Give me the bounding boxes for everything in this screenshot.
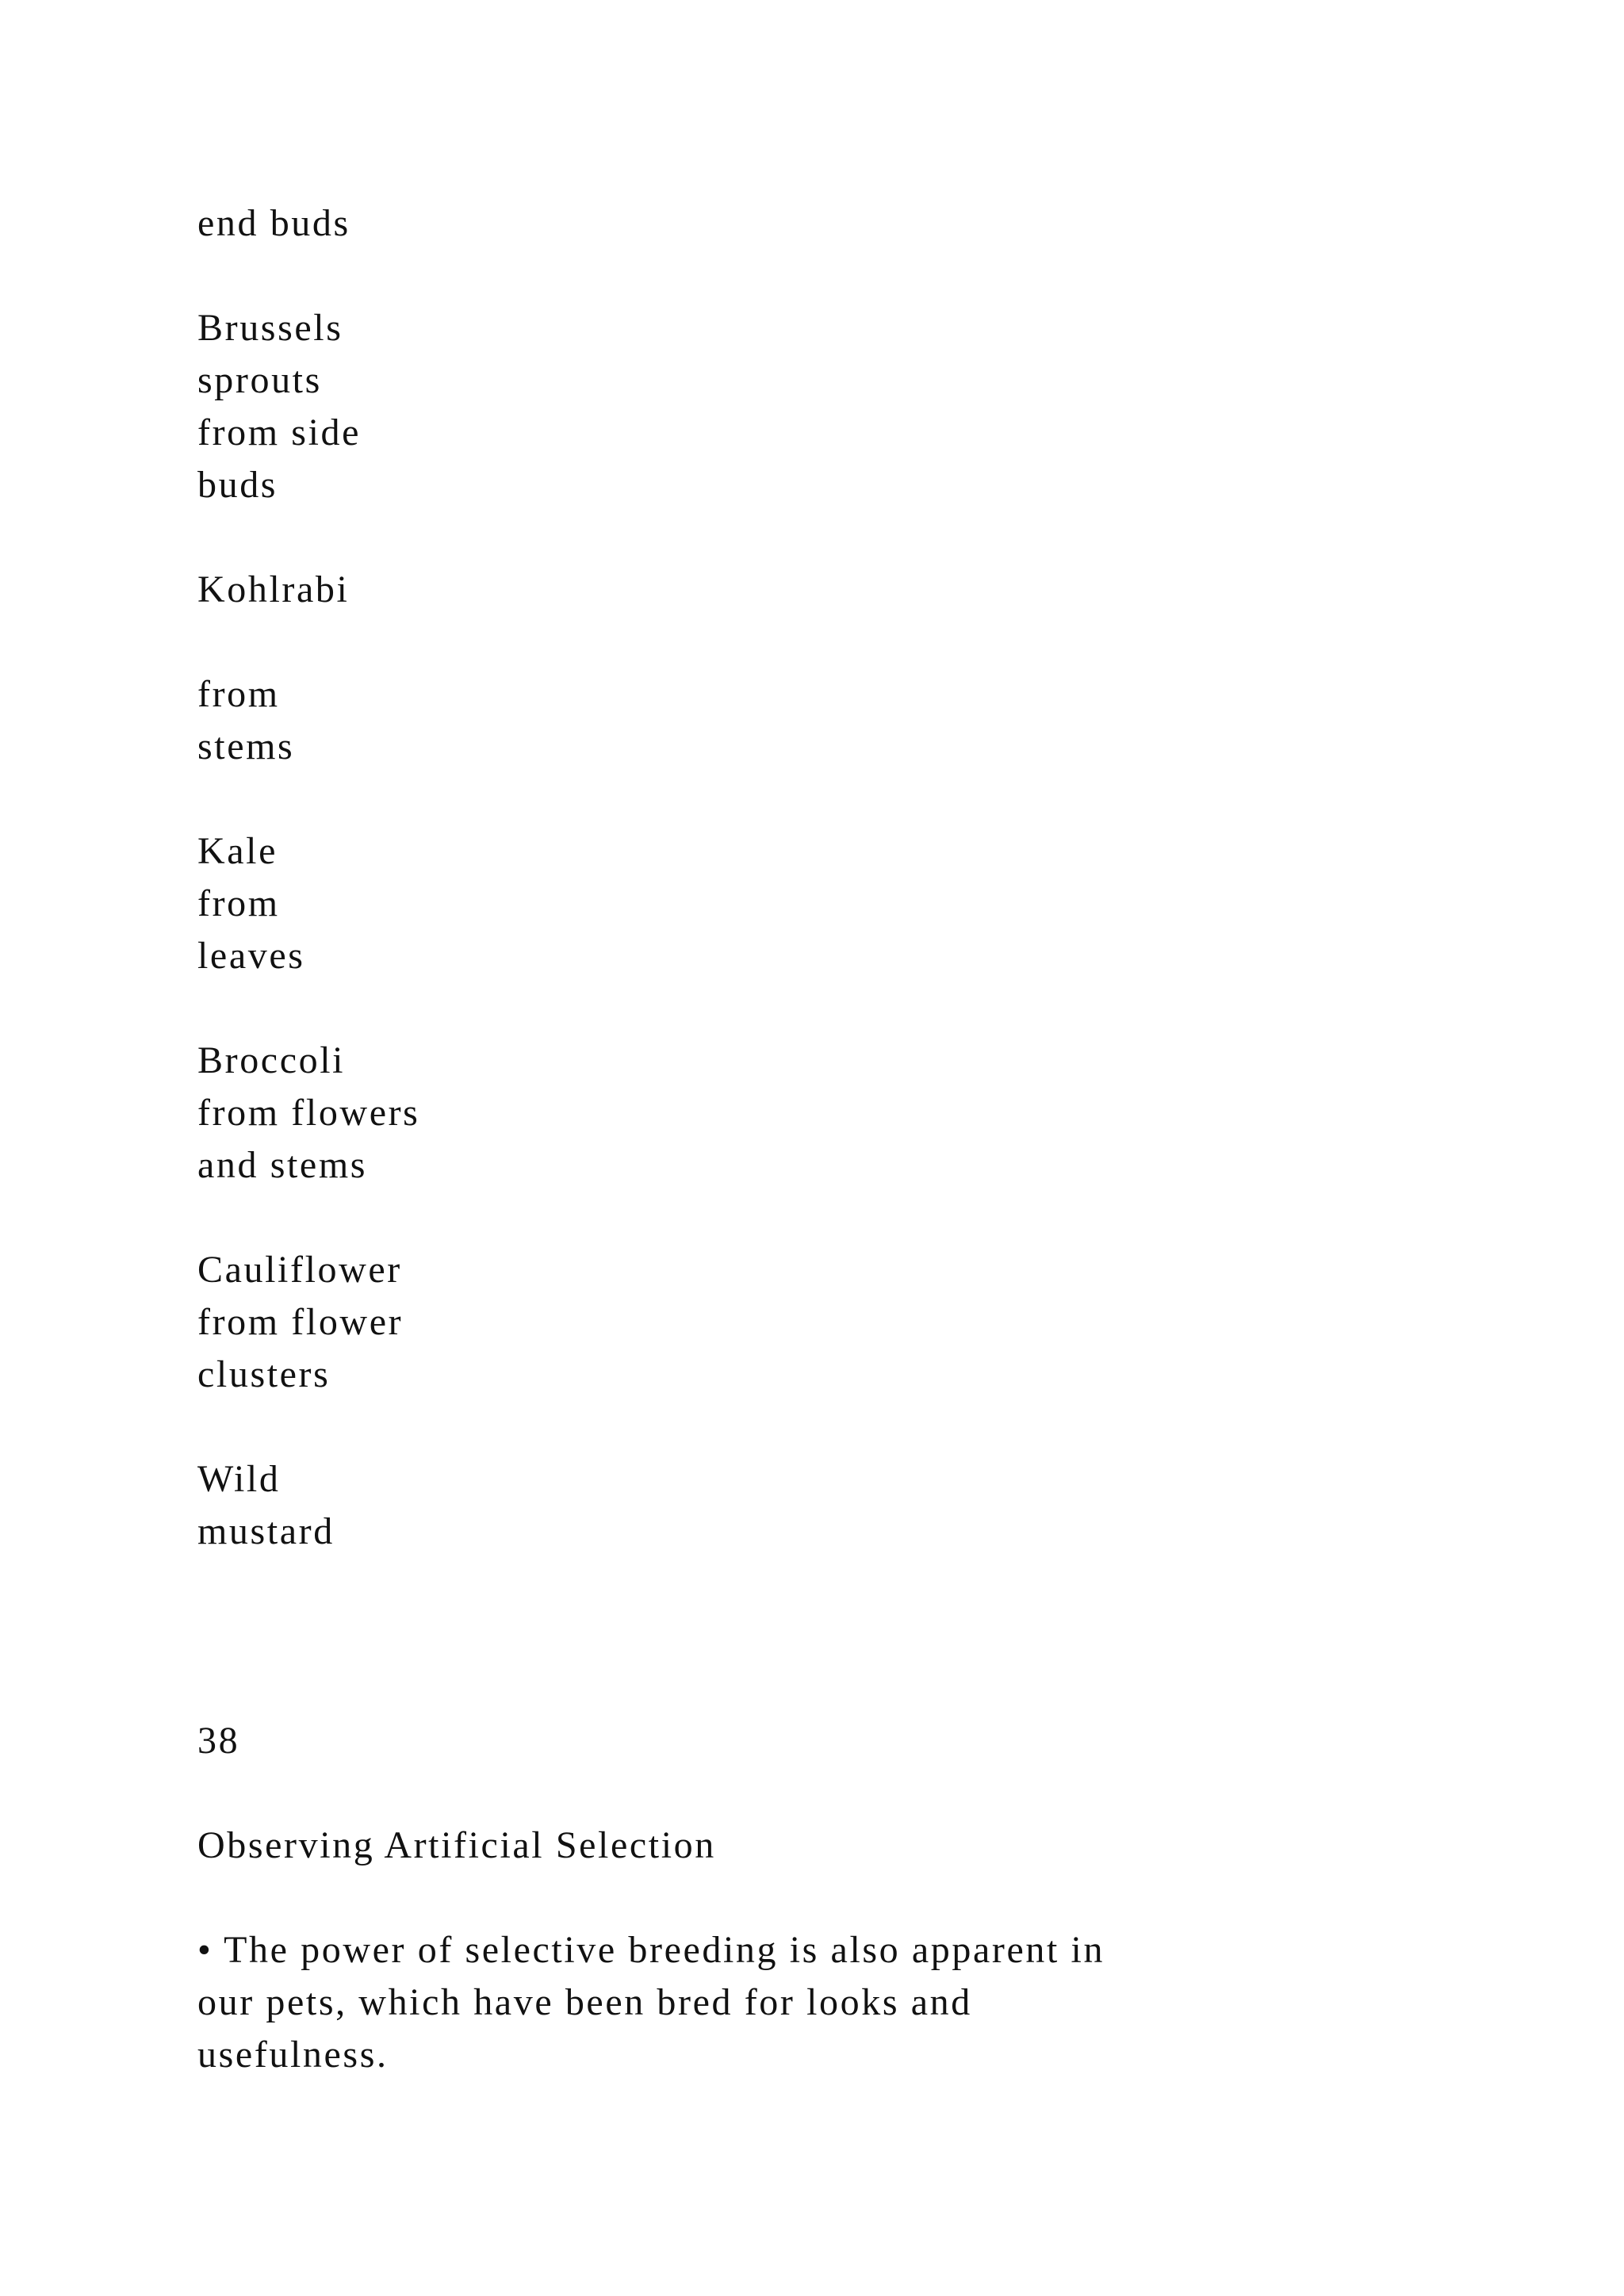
text-line: Wild (197, 1458, 281, 1500)
bullet-text-line: usefulness. (197, 2034, 389, 2076)
page-number: 38 (197, 1720, 240, 1762)
text-line: Brussels (197, 307, 343, 349)
text-line: mustard (197, 1510, 335, 1552)
text-line: clusters (197, 1353, 331, 1395)
text-line: buds (197, 464, 278, 506)
bullet-text-line: • The power of selective breeding is also apparent in (197, 1929, 1105, 1971)
text-line: Cauliflower (197, 1249, 402, 1291)
bullet-text-line: our pets, which have been bred for looks and (197, 1981, 972, 2023)
text-line: from (197, 673, 280, 715)
text-line: stems (197, 725, 295, 767)
text-line: from flowers (197, 1092, 420, 1134)
text-line: sprouts (197, 359, 322, 401)
text-line: from (197, 882, 280, 924)
text-line: and stems (197, 1144, 368, 1186)
text-line: Kale (197, 830, 278, 872)
text-line: end buds (197, 202, 350, 244)
text-line: leaves (197, 935, 305, 977)
text-line: Broccoli (197, 1039, 346, 1081)
section-heading: Observing Artificial Selection (197, 1824, 716, 1866)
text-line: from flower (197, 1301, 404, 1343)
text-line: from side (197, 411, 362, 453)
text-line: Kohlrabi (197, 568, 350, 610)
